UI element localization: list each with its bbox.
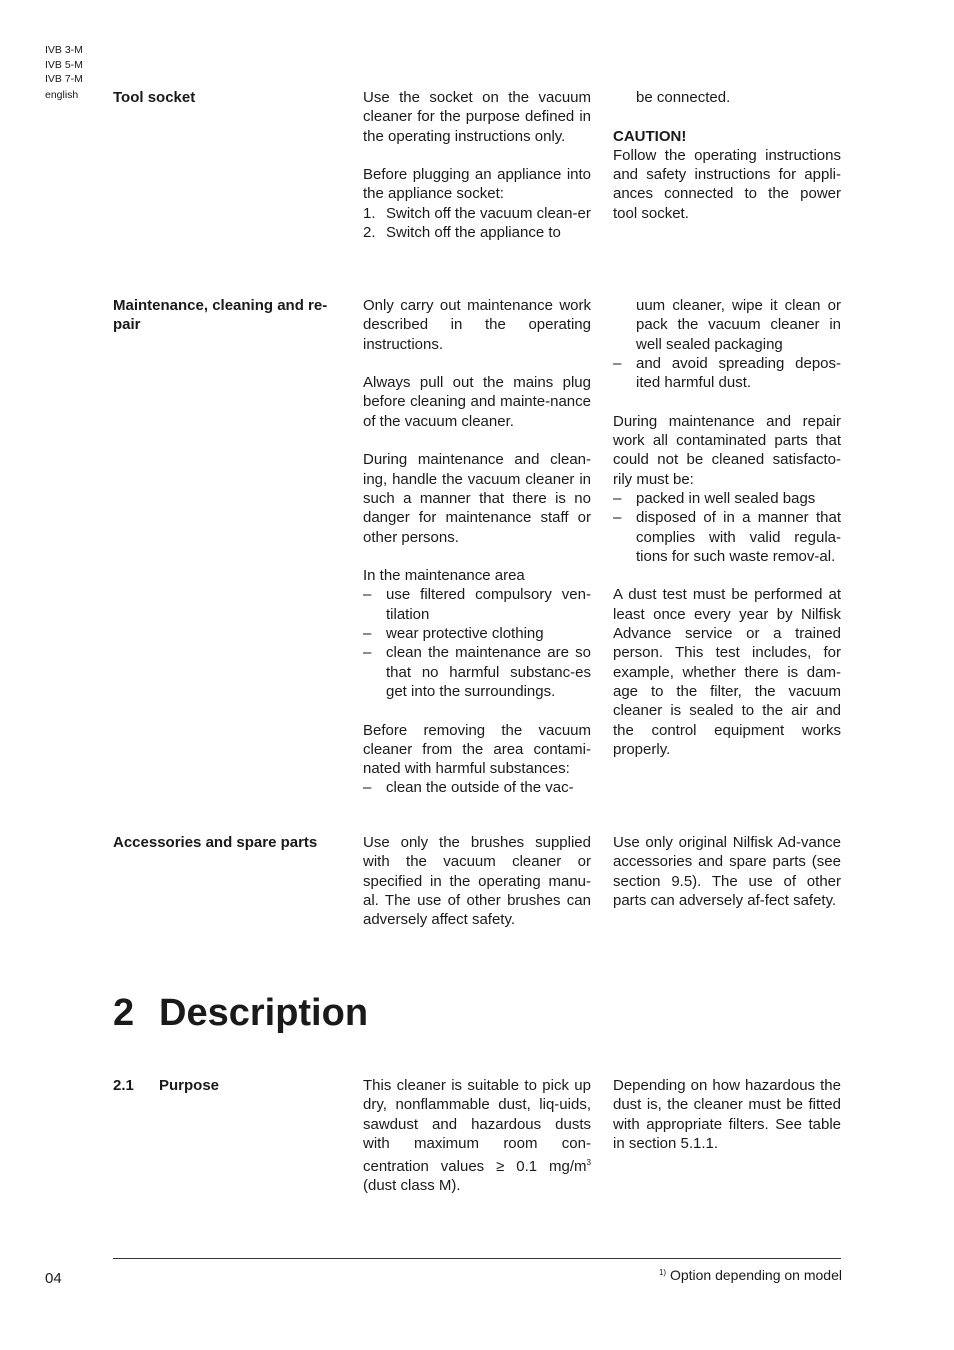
section-heading-accessories: Accessories and spare parts	[113, 834, 318, 851]
list-item: – and avoid spreading depos-ited harmful dust.	[613, 354, 841, 393]
bullet-list	[363, 778, 591, 797]
paragraph: A dust test must be performed at least once every year by Nilfisk Advance service or a trained person. This test includes, for example, whether there is dam-age to the filter, the vacuum cleaner is sealed to the air and the control equipment works properly.	[613, 586, 841, 758]
section-heading-maintenance: Maintenance, cleaning and re-pair	[113, 297, 328, 334]
paragraph: Depending on how hazardous the dust is, the cleaner must be fitted with appropriate filters. See table in section 5.1.1.	[613, 1077, 841, 1152]
section-number: 2	[113, 992, 135, 1034]
paragraph-continuation: be connected.	[636, 89, 731, 106]
paragraph: Use only the brushes supplied with the vacuum cleaner or specified in the operating manu-al. The use of other brushes can adversely affect safety.	[363, 834, 591, 929]
list-item: 2. Switch off the appliance to	[363, 224, 561, 242]
numbered-list	[363, 204, 591, 243]
list-item-continuation: uum cleaner, wipe it clean or pack the vacuum cleaner in well sealed packaging	[636, 297, 841, 353]
list-item: – clean the outside of the vac-	[363, 778, 591, 797]
model-list	[45, 43, 83, 87]
list-item: – clean the maintenance are so that no harmful substanc-es get into the surroundings.	[363, 643, 591, 701]
footnote-mark: 1)	[658, 1268, 667, 1277]
bullet-list	[363, 585, 591, 701]
model-name: IVB 7-M	[45, 73, 83, 85]
paragraph: Use the socket on the vacuum cleaner for the purpose defined in the operating instructions only.	[363, 89, 591, 145]
purpose-column-1	[363, 1076, 591, 1196]
paragraph: Before plugging an appliance into the appliance socket:	[363, 166, 591, 203]
paragraph: Use only original Nilfisk Ad-vance accessories and spare parts (see section 9.5). The use of other parts can adversely af-fect safety.	[613, 834, 841, 909]
page-number: 04	[45, 1270, 62, 1287]
footer-divider	[113, 1258, 841, 1259]
paragraph: During maintenance and clean-ing, handle the vacuum cleaner in such a manner that there is no danger for maintenance staff or other persons.	[363, 451, 591, 546]
maintenance-column-2	[613, 296, 841, 759]
section-title	[113, 988, 368, 1038]
paragraph: This cleaner is suitable to pick up dry, nonflammable dust, liq-uids, sawdust and hazardous dusts with maximum room con-centration values ≥ 0.1 $mg/m^3$ (dust class M).	[363, 1077, 591, 1195]
maintenance-column-1	[363, 296, 591, 798]
subsection-number: 2.1	[113, 1077, 134, 1094]
list-item: – wear protective clothing	[363, 624, 591, 643]
list-item: – disposed of in a manner that complies with valid regula-tions for such waste remov-al.	[613, 508, 841, 566]
subsection-heading-purpose	[113, 1076, 219, 1095]
bullet-list	[613, 489, 841, 566]
footnote	[659, 1267, 842, 1283]
language-label: english	[45, 89, 79, 101]
purpose-column-2	[613, 1076, 841, 1153]
list-item: – use filtered compulsory ven-tilation	[363, 585, 591, 624]
tool-socket-column-2	[613, 88, 841, 223]
list-item: 1. Switch off the vacuum clean-er	[363, 204, 591, 222]
paragraph: During maintenance and repair work all contaminated parts that could not be cleaned satisfacto-rily must be:	[613, 412, 841, 488]
section-heading-tool-socket: Tool socket	[113, 89, 196, 106]
section-name: Description	[159, 992, 369, 1034]
caution-label: CAUTION!	[613, 127, 687, 145]
caution-text: Follow the operating instructions and safety instructions for appli-ances connected to the power tool socket.	[613, 146, 841, 222]
model-name: IVB 3-M	[45, 44, 83, 56]
subsection-name: Purpose	[159, 1077, 220, 1094]
paragraph: Always pull out the mains plug before cleaning and mainte-nance of the vacuum cleaner.	[363, 374, 591, 430]
list-item: – packed in well sealed bags	[613, 489, 841, 508]
accessories-column-2	[613, 833, 841, 910]
bullet-list	[613, 354, 841, 393]
model-name: IVB 5-M	[45, 58, 83, 71]
accessories-column-1	[363, 833, 591, 929]
paragraph: Before removing the vacuum cleaner from the area contami-nated with harmful substances:	[363, 721, 591, 778]
tool-socket-column-1	[363, 88, 591, 242]
footnote-text: Option depending on model	[669, 1267, 842, 1283]
paragraph: In the maintenance area	[363, 567, 525, 585]
paragraph: Only carry out maintenance work described in the operating instructions.	[363, 297, 591, 353]
